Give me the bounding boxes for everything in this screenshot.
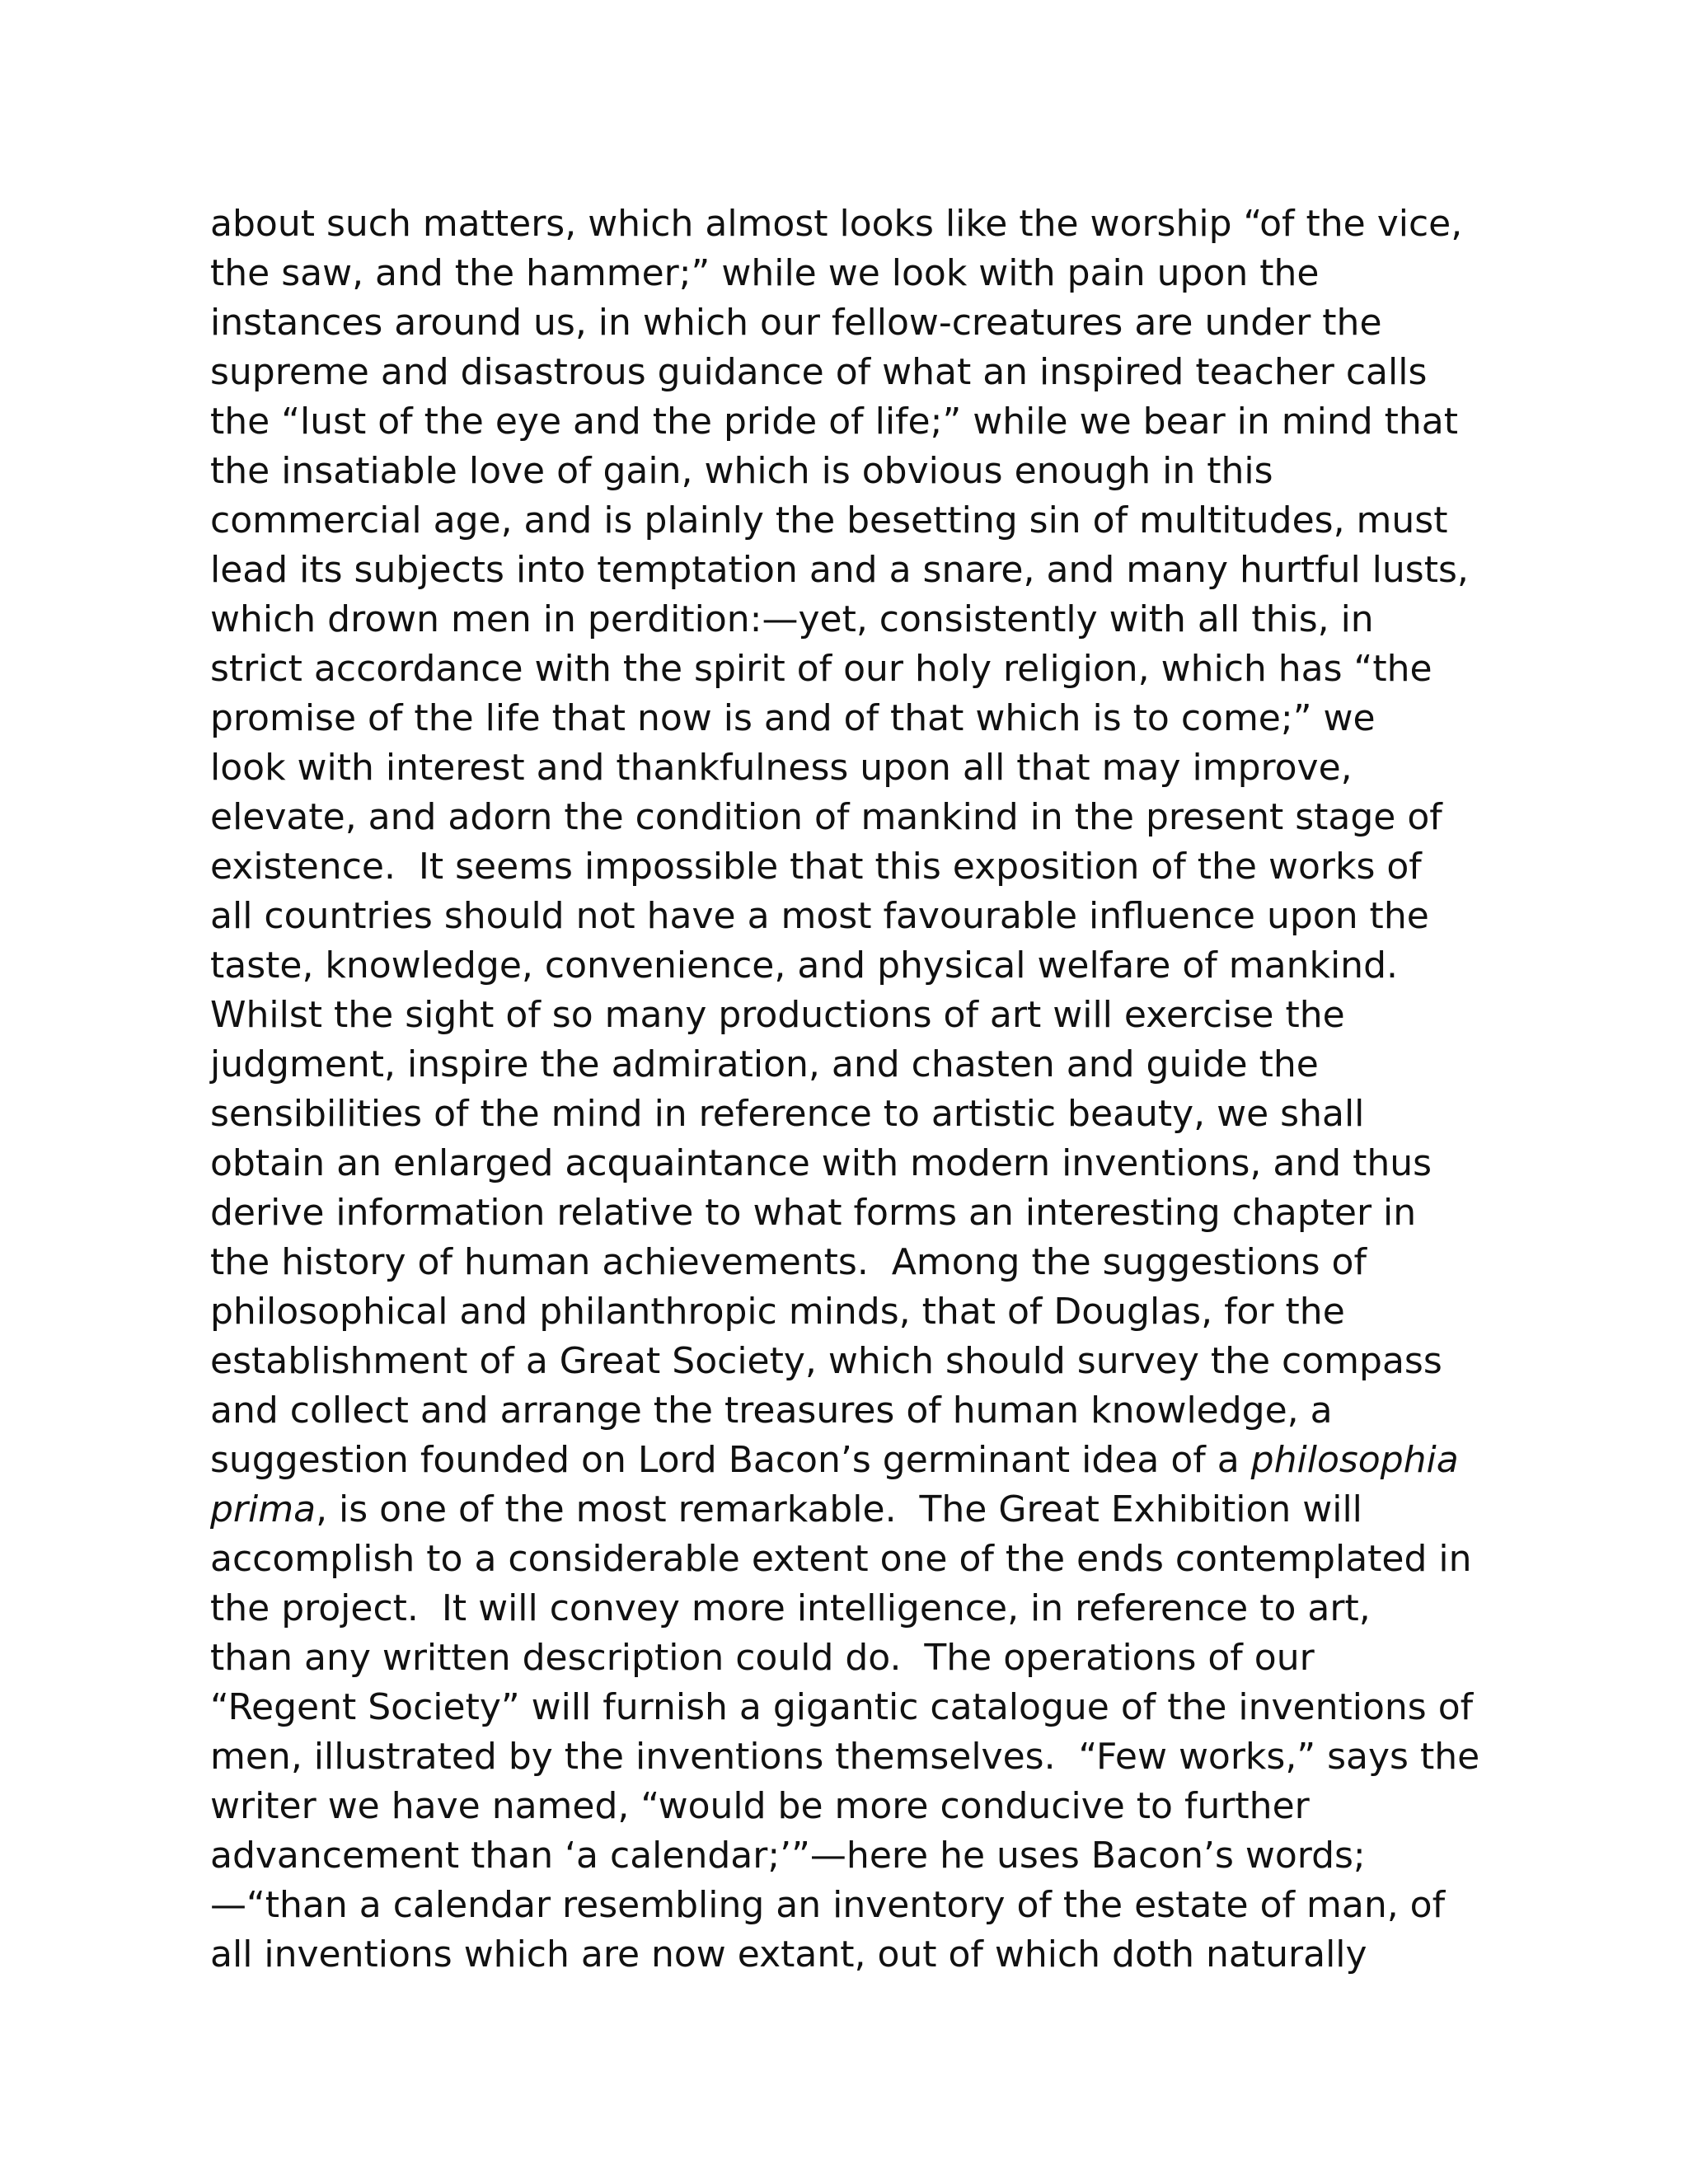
text-line: the project. It will convey more intelligence, in reference to art,: [210, 1587, 1371, 1629]
text-line: and collect and arrange the treasures of human knowledge, a: [210, 1390, 1333, 1432]
text-line: [210, 1485, 1496, 1535]
text-line: the “lust of the eye and the pride of life;” while we bear in mind that: [210, 401, 1459, 443]
text-line-segment: , is one of the most remarkable. The Great Exhibition will: [316, 1488, 1362, 1530]
text-line-segment: suggestion founded on Lord Bacon’s germinant idea of a: [210, 1439, 1251, 1481]
text-line: commercial age, and is plainly the besetting sin of multitudes, must: [210, 499, 1448, 541]
text-line: “Regent Society” will furnish a gigantic catalogue of the inventions of: [210, 1686, 1474, 1728]
text-line: men, illustrated by the inventions themselves. “Few works,” says the: [210, 1736, 1480, 1778]
text-line: advancement than ‘a calendar;’”—here he uses Bacon’s words;: [210, 1835, 1366, 1877]
text-line: [210, 1436, 1496, 1485]
text-line: establishment of a Great Society, which should survey the compass: [210, 1340, 1442, 1382]
italic-phrase: philosophia: [1250, 1439, 1459, 1481]
text-line: accomplish to a considerable extent one of the ends contemplated in: [210, 1538, 1472, 1580]
text-line: existence. It seems impossible that this exposition of the works of: [210, 846, 1422, 888]
text-line: strict accordance with the spirit of our holy religion, which has “the: [210, 648, 1432, 690]
text-line: philosophical and philanthropic minds, that of Douglas, for the: [210, 1291, 1345, 1333]
text-line: the history of human achievements. Among the suggestions of: [210, 1241, 1367, 1283]
text-line: elevate, and adorn the condition of mankind in the present stage of: [210, 796, 1442, 838]
text-line: writer we have named, “would be more conducive to further: [210, 1785, 1310, 1827]
text-line: sensibilities of the mind in reference to artistic beauty, we shall: [210, 1093, 1365, 1135]
text-line: supreme and disastrous guidance of what an inspired teacher calls: [210, 351, 1428, 393]
text-line: taste, knowledge, convenience, and physical welfare of mankind.: [210, 944, 1398, 987]
text-line: all inventions which are now extant, out of which doth naturally: [210, 1933, 1367, 1975]
text-line: promise of the life that now is and of that which is to come;” we: [210, 697, 1376, 739]
text-line: the insatiable love of gain, which is obvious enough in this: [210, 450, 1273, 492]
text-line: judgment, inspire the admiration, and chasten and guide the: [210, 1043, 1319, 1085]
text-line: which drown men in perdition:—yet, consistently with all this, in: [210, 598, 1374, 640]
text-line: obtain an enlarged acquaintance with modern inventions, and thus: [210, 1142, 1432, 1184]
text-line: all countries should not have a most favourable influence upon the: [210, 895, 1429, 937]
text-line: —“than a calendar resembling an inventory of the estate of man, of: [210, 1884, 1446, 1926]
body-text: [210, 199, 1496, 1980]
italic-phrase: prima: [210, 1488, 316, 1530]
text-line: than any written description could do. The operations of our: [210, 1637, 1315, 1679]
text-line: lead its subjects into temptation and a snare, and many hurtful lusts,: [210, 549, 1469, 591]
text-line: look with interest and thankfulness upon all that may improve,: [210, 747, 1353, 789]
text-line: derive information relative to what forms an interesting chapter in: [210, 1192, 1417, 1234]
text-line: about such matters, which almost looks like the worship “of the vice,: [210, 203, 1463, 245]
text-line: instances around us, in which our fellow-creatures are under the: [210, 302, 1382, 344]
text-line: Whilst the sight of so many productions of art will exercise the: [210, 994, 1345, 1036]
text-line: the saw, and the hammer;” while we look with pain upon the: [210, 252, 1320, 294]
